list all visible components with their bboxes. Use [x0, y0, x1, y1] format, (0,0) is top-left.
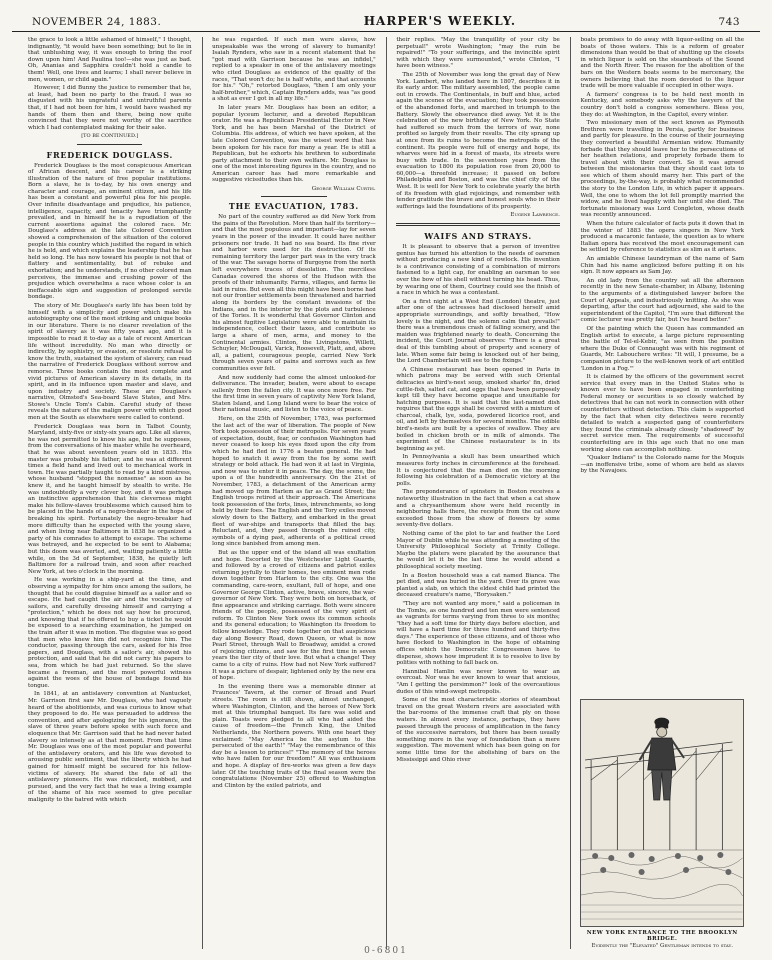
divider — [396, 223, 560, 226]
article-paragraph: In 1841, at an antislavery convention at Nantucket, Mr. Garrison first saw Mr. Douglass, who had vaguely heard of the abolitionists, and was curious to know what they proposed to do. He was persuaded to address the convention, and after apologizing for his ignorance, the slave of three years before spoke with such force and eloquence that Mr. Garrison said that he had never hated slavery so intensely as at that moment. From that time Mr. Douglass was one of the most popular and powerful of the antislavery orators, and his life was devoted to arousing public sentiment, that the liberty which he had gained for himself might be secured for his fellow-victims of slavery. He shared the fate of all the antislavery pioneers. He was ridiculed, mobbed, and pursued, and the very fact that he was a living example of the shame of his race seemed to give peculiar malignity to the hatred with which — [28, 691, 192, 803]
article-paragraph: their replies. "May the tranquillity of your city be perpetual!" wrote Washington; "may the ruin be repaired!" "To your sufferings, and the invincible spirit with which they were surmounted," wrote Clinton, "I have been witness." — [396, 37, 560, 70]
waif-paragraph: Nothing came of the plot to tar and feather the Lord Mayor of Dublin while he was attending a meeting of the University Philosophical Society at Trinity College. Maybe the platers were placated by the assurance that he would let it be the last time he would attend a philosophical society meeting. — [396, 530, 560, 570]
column-4 — [580, 37, 744, 949]
article-paragraph: Here, on the 25th of November, 1783, was performed the last act of the war of liberation. The people of New York took possession of their metropolis. For seven years of expectation, doubt, fear, or confusion Washington had never ceased to keep his eyes fixed upon the city from which he had fled in 1776 a beaten general. He had hoped to snatch it away from the foe by some swift strategy or bold attack. He had won it at last in Virginia, and now was to enter it in peace. The day, the scene, the upon a of the hundredth anniversary. On the 21st of November, 1783, a detachment of the American army had moved up from Harlem as far as Grand Street; the English troops retired at their approach. The Americans took possession of the forts, lines, intrenchments, so long held by their foes. The English and the Tory exiles moved slowly down to the Battery, and embarked in the great fleet of war-ships and transports that filled the bay. Reluctant, and, they passed through the ruined city, symbols of a dying past, adherents of a political creed long since banished from among men. — [212, 416, 376, 548]
article-paragraph: he was regarded. If such men were slaves, how unspeakable was the wrong of slavery to humanity! Isaiah Rynders, who saw in a recent statement that he "got mad with Garrison because he was an infidel," replied to a speaker in one of the antislavery meetings who cited Douglass as evidence of the quality of the races, "That won't do; he is half white, and that accounts for his." "Oh," retorted Douglass, "then I am only your half-brother," which, Captain Rynders adds, was "as good a shot as ever I got in all my life." — [212, 37, 376, 103]
waif-paragraph: A farmers' congress is to be held next month in Kentucky, and somebody asks why the lawyers of the country don't hold a congress somewhere. Bless you, they do: at Washington, in the Capitol, every winter. — [580, 91, 745, 118]
waif-paragraph: The preponderance of spinsters in Boston receives a noteworthy illustration in the fact that when a cat show and a chrysanthemum show were held recently in neighboring halls there, the receipts from the cat show exceeded those from the show of flowers by some seventy-five dollars. — [396, 489, 560, 529]
story-paragraph: the grace to look a little ashamed of himself," I thought, indignantly, "it would have been something; but to lie in that unblushing way, it was enough to bring the roof down upon him! And Paulina too!—she was just as bad. Oh, Ananias and Sapphira couldn't hold a candle to them! Well, one lives and learns; I shall never believe in men, women, or child again." — [28, 37, 192, 83]
waif-paragraph: In a Boston household was a cat named Bianca. The pet died, and was buried in the yard. Over its grave was planted a slab, on which the eldest child had printed the deceased creature's name, "Borysaken." — [396, 572, 560, 599]
article-byline: George William Curtis. — [311, 186, 376, 193]
brooklyn-bridge-illustration — [580, 699, 744, 927]
waif-paragraph: Hannibal Hamlin was never known to wear an overcoat. Nor was he ever known to wear that anxious, "Am I getting the persimmon?" look of the overcautious dudes of this wind-swept metropolis. — [396, 668, 560, 695]
engraving-image — [581, 700, 743, 926]
waif-paragraph: In Pennsylvania a skull has been unearthed which measures forty inches in circumference at the forehead. It is conjectured that the man died on the morning following his celebration of a Democratic victory at the polls. — [396, 454, 560, 487]
waif-paragraph: It is claimed by the officers of the government secret service that every man in the United States who is known ever to have been engaged in counterfeiting Federal money or securities is so closely watched by detectives that he can not work in connection with other counterfeiters without detection. This claim is supported by the fact that when city detectives were recently detailed to watch a suspected gang of counterfeiters they found the criminals already closely "shadowed" by secret service men. The requirements of successful counterfeiting are in this age such that no one man working alone can accomplish nothing. — [580, 374, 745, 453]
caption-subtitle: Evidently the "Elevated" Gentleman intends to stay. — [591, 942, 733, 949]
article-paragraph: He was working in a ship-yard at the time, and observing a sympathy for him once among the sailors, he thought that he could disguise himself as a sailor and so escape. He had caught the air and the vocabulary of sailors, and carefully dressing himself and carrying a "protection," which he does not say how he procured, and knowing that if he offered to buy a ticket he would be exposed to a searching examination, he jumped on the train after it was in motion. The disguise was so good that men who knew him did not recognize him. The conductor, passing through the cars, asked for his free papers, and Douglass, with a sailor's air, showed his protection, and said that he did not carry his papers to sea, from which he had just returned. So the slave became a freeman, and the most powerful witness against the woes of the house of bondage found his tongue. — [28, 577, 192, 689]
article-paragraph: In the evening there was a memorable dinner at Fraunces' Tavern, at the corner of Broad and Pearl streets. The room is still shown, almost unchanged, where Washington, Clinton, and the heroes of New York met at this triumphal banquet. Its fare was solid and plain. Toasts were pledged to all who had aided the cause of freedom—the French King, the United Netherlands, the Northern powers. With one heart they exclaimed: "May America be the asylum to the persecuted of the earth!" "May the remembrance of this day be a lesson to princes!" "The memory of the heroes who have fallen for our freedom!" All was enthusiasm and hope. A display of fire-works was given a few days later. Of the touching traits of the final season were the congratulations (November 25) offered to Washington and Clinton by the exiled patriots, and — [212, 683, 376, 789]
column-3 — [396, 37, 560, 949]
waif-paragraph: "They are not wanted any more," said a policeman in the Tombs, as one hundred and ten men were sentenced as vagrants for terms varying from three to six months; "they had a soft time for thirty days before election, and will have a hard time for three hundred and thirty-five days." The experience of these citizens, and of those who have flocked to Washington in the hope of obtaining offices which the Democratic Congressmen have to dispense, shows how imprudent it is to resolve to live by polities with nothing to fall back on. — [396, 600, 560, 667]
article-heading-douglass: FREDERICK DOUGLASS. — [46, 149, 174, 160]
waif-paragraph: An old lady from the country sat all the afternoon recently in the new Senate-chamber, in Albany, listening to the arguments of a distinguished lawyer before the Court of Appeals, and industriously knitting. As she was departing, after the court had adjourned, she said to the superintendent of the Capitol, "I'm sure that different the comic lecturer was pretty fair, but I've heard better." — [580, 277, 745, 324]
to-be-continued: [TO BE CONTINUED.] — [81, 133, 139, 140]
waif-paragraph: On a first night at a West End (London) theatre, just after one of the actresses had disclosed herself amid appropriate surroundings, and softly breathed, "How lovely is the night, and the solemn calm that prevails!" there was a tremendous crash of falling scenery, and the maiden was frightened nearly to death. Concerning the incident, the Court Journal observes: "There is a great deal of this tumbling about of property and scenery of late. When some fair being is knocked out of her being, the Lord Chamberlain will see to the fixings." — [396, 298, 560, 365]
article-paragraph: The story of Mr. Douglass's early life has been told by himself with a simplicity and power which make his autobiography one of the most striking and unique books in our literature. There is no clearer revelation of the spirit of slavery as it was fifty years ago, and it is impossible to read it to-day as a tale of recent American life without incredulity. No man who directly or indirectly, by sophistry, or evasion, or resolute refusal to know the truth, sustained the system of slavery, can read the narrative of Frederick Douglass without sorrow and remorse. Three books contain the most complete and vivid pictures of American slavery in its details, in its spirit, and in its influence upon master and slave, and upon industry and society. These are Douglass's narrative, Olmsted's Sea-board Slave States, and Mrs. Stowe's Uncle Tom's Cabin. Careful study of these reveals the nature of the malign power with which good men at the South as elsewhere were called to contend. — [28, 302, 192, 422]
page-header — [12, 8, 760, 32]
article-paragraph: In later years Mr. Douglass has been an editor, a popular lyceum lecturer, and a devoted Republican orator. He was a Republican Presidential Elector in New York, and he has been Marshal of the District of Columbia. His address, of which we have spoken, at the late Colored Convention, was the wisest word that has been spoken for his race for many a year. He is still a Republican, but he exhorts his brethren to subordinate party attachment to their own welfare. Mr. Douglass is one of the most interesting figures in the country, and no American career has had more remarkable and suggestive vicissitudes than his. — [212, 104, 376, 184]
column-4-text — [580, 37, 744, 695]
article-paragraph: The 25th of November was long the great day of New York. Lambert, who landed here in 1807, describes it in its early ardor. The military assembled, the people came out in crowds. The Continentals, in buff and blue, acted again the scenes of the evacuation; they took possession of the abandoned forts, and marched in triumph to the Battery. Slowly the observance died away. Yet it is the celebration of the new birthday of New York. No State had suffered so much from the terrors of war, none profited so largely from their results. The city sprang up at once from its ruins to become the metropolis of the continent. Its people were full of energy and hope, its wharves were hid in a forest of masts, its streets were busy with trade. In the seventeen years from the evacuation to 1800 its population rose from 20,000 to 60,000—a threefold increase; it passed on before Philadelphia and Boston, and was the chief city of the West. It is well for New York to celebrate yearly the birth of its freedom with glad rejoicings, and remember with tender gratitude the brave and honest souls who in their sufferings laid the foundations of its prosperity. — [396, 71, 560, 210]
column-rule — [386, 37, 387, 949]
waif-paragraph: When the future calculator of facts puts it down that in the winter of 1883 the opera singers in New York produced a macaronic fantasie, the question as to where Italian opera has received the most encouragement can be settled by reference to statistics as slim as it arises. — [580, 221, 745, 254]
divider — [77, 144, 142, 145]
waif-paragraph: Of the painting which the Queen has commanded an English artist to execute, a large picture representing the battle of Tel-el-Kebir, "as seen from the position where the Duke of Connaught was with his regiment of Guards, Mr. Labouchere writes: "It will, I presume, be a companion picture to the well-known work of art entitled 'London in a Fog.'" — [580, 325, 745, 372]
waif-paragraph: A Chinese restaurant has been opened in Paris in which patrons may be served with such Oriental delicacies as bird's-nest soup, smoked sharks' fin, dried cuttle-fish, salted cat, and eggs that have been purposely kept till they have become opaque and unsuitable for hatching purposes. It is said that the last-named dish requires that the eggs shall be covered with a mixture of charcoal, chalk, lye, soda, powdered licorice root, and oil, and left by themselves for several months. The edible bird's-nests are built by a species of swallow. They are boiled in chicken broth or in milk of almonds. The experiment of the Chinese restaurateur is in its beginning as yet. — [396, 366, 560, 452]
column-1 — [28, 37, 192, 949]
article-paragraph: Frederick Douglass is the most conspicuous American of African descent, and his career is a striking illustration of the nature of free popular institutions. Born a slave, he is to-day, by his own energy and character and courage, an eminent citizen, and his life has been a constant and powerful plea for his people. Over infinite disadvantage and prejudice, his patience, intelligence, capacity, and tenacity have triumphantly prevailed, and in himself he is a repudiation of the current assertions against the colored race. Mr. Douglass's address at the late Colored Convention showed a comprehension of the situation of the colored people in this country which justified the regard in which he is held, and which explains the leadership that he has held so long. He has now toward his people is not that of flattery and sentimentality, but of rebuke and exhortation; and he understands, if no other colored man perceives, the immense and crushing power of the prejudice which overwhelms a race whose color is an ineffaceable sign and suggestion of prolonged servile bondage. — [28, 162, 192, 301]
waif-paragraph: Some of the most characteristic stories of steamboat travel on the great Western rivers are associated with the bar-rooms of the immense craft that ply on those waters. In almost every instance, perhaps, they have passed through the process of amplification in the fancy of the successive narrators, but there has been usually something more in the way of foundation than a mere suggestion. The movement which has been going on for some little time for the abolishing of bars on the Mississippi and Ohio river — [396, 697, 560, 763]
masthead-title: HARPER'S WEEKLY. — [363, 14, 517, 28]
issue-date: NOVEMBER 24, 1883. — [32, 16, 162, 28]
waif-paragraph: boats promises to do away with liquor-selling on all the boats of those waters. This is a reform of greater dimensions than would be that of shutting up the closets in which liquor is sold on the steamboats of the Sound and the North River. The reason for the abolition of the bars on the Western boats seems to be mercenary, the owners believing that the room devoted to the liquor trade will be more valuable if occupied in other ways. — [580, 37, 745, 90]
caption-title: NEW YORK ENTRANCE TO THE BROOKLYN BRIDGE. — [586, 929, 738, 943]
story-paragraph: However, I did Bunny the justice to remember that he, at least, had been no party to the fraud. I was so disgusted with his ungrateful and untruthful parents that, if I had not been for him, I would have washed my hands of them then and there, being now quite convinced that they were not worthy of the sacrifice which I had contemplated making for their sake. — [28, 85, 192, 131]
column-rule — [570, 37, 571, 949]
waif-paragraph: "Quaker Indians" is the Colorado name for the Moquis—an inoffensive tribe, some of whom are held as slaves by the Navajoes. — [580, 455, 745, 475]
waif-paragraph: Two missionary men of the sect known as Plymouth Brethren were travelling in Persia, partly for business and partly for pleasure. In the course of their journeying they converted a beautiful Armenian widow. Humanity forbade that they should leave her to the persecutions of her heathen relations, and propriety forbade them to travel about with their convert. So it was agreed between the missionaries that they should cast lots to see which of them should marry her. This part of the proceedings, by-the-way, is probably what recommended the story to the London Life, in which paper it appears. Well, the one to whom the lot fell promptly married the widow, and he lived happily with her until she died. The fortunate missionary was Lord Congleton, whose death was recently announced. — [580, 120, 745, 219]
article-heading-waifs: WAIFS AND STRAYS. — [424, 231, 532, 242]
article-byline: Eugene Lawrence. — [510, 212, 560, 219]
page-number: 743 — [718, 16, 740, 28]
article-columns — [12, 32, 760, 949]
waif-paragraph: It is pleasant to observe that a person of inventive genius has turned his attention to the needs of oarsmen without producing a new kind of rowlock. His invention is a contrivance consisting of a combination of mirrors fastened to a light cap, for enabling an oarsman to see over the bow of his shell without turning his head. Thus, by wearing one of them, Courtney could see the finish of a race in which he was a contestant. — [396, 244, 560, 297]
article-paragraph: Frederick Douglass was born in Talbot County, Maryland, sixty-five or sixty-six years ago. Like all slaves, he was not permitted to know his age, but he supposes, from the conversations of his master while he overheard, that he was about seventeen years old in 1835. His master was probably his father, and he was at different times a field hand and lived out to mechanical work in town. He was partially taught to read by a kind mistress, whose husband "stopped the nonsense" as soon as he knew it, and he taught himself by stealth to write. He was undoubtedly a very clever boy, and it was perhaps an instinctive apprehension that his cleverness might make his fellow-slaves troublesome which caused him to be placed in the hands of a negro-breaker in the hope of breaking his spirit. Fortunately the negro-breaker had more difficulty than he expected with the young slave, and when living near Baltimore in 1838 he organized a party of his comrades to attempt to escape. The scheme was betrayed, and he expected to be sent to Alabama; but this doom was averted, and, waiting patiently a little while, on the 3d of September, 1838, he quietly left Baltimore for a railroad train, and soon after reached New York, at two o'clock in the morning. — [28, 423, 192, 575]
archive-stamp: 0-6801 — [364, 946, 408, 956]
article-heading-evacuation: THE EVACUATION, 1783. — [228, 201, 359, 212]
article-paragraph: But as the upper end of the island all was exultation and hope. Escorted by the Westchester Light Guards, and followed by a crowd of citizens and patriot exiles returning joyfully to their homes, two eminent men rode down together from Harlem to the city. One was the commanding, care-worn, exultant, full of hope, and one Governor George Clinton, active, brave, sincere, the war-governor of New York. They were both on horseback, of fine appearance and striking carriage. Both were sincere friends of the people, possessed of the very spirit of reform. To Clinton New York owes its common schools and its general education; to Washington its freedom to follow knowledge. They rode together on that auspicious day along Bowery Road, down Queen, or what is now Pearl Street, through Wall to Broadway, amidst a crowd of rejoicing citizens, and saw for the first time in seven years the tier city of their love. But what a change! They came to a city of ruins. How had not New York suffered? It was a picture of despair, lightened only by the new era of hope. — [212, 549, 376, 682]
column-2 — [212, 37, 376, 949]
divider — [261, 196, 326, 197]
article-paragraph: And now suddenly had come the almost unlooked-for deliverance. The invader, beaten, were about to escape sullenly from the fallen city. It was once more free. For the first time in seven years of captivity New York Island, Staten Island, and Long Island were to bear the voice of their national music, and listen to the voice of peace. — [212, 374, 376, 414]
article-paragraph: No part of the country suffered as did New York from the pains of the Revolution. More than half its territory—and that the most populous and important—lay for seven years in the power of the invader. It could have neither prisoners nor trade. It had no sea board. Its fine river and harbor were used for its destruction. Of its remaining territory the larger part was in the very track of the war. The savage horns of Burgoyne from the north left everywhere traces of desolation. The merciless Canadas covered the shores of the Hudson with the proofs of their inhumanity. Farms, villages, and farms lie laid in ruins. But even all this might have been borne had not our frontier settlements been threatened and harried along its borders by the constant invasions of the Indians, and in the interior by the plots and turbulence of the Tories. It is wonderful that Governor Clinton and his almost fugitive Legislature were able to maintain its independence, collect their taxes, and contribute so large a share of men, arms, and money to the Continental armies. Clinton, the Livingstons, Willett, Schuyler, McDougall, Varick, Roosevelt, Platt, and, above all, a patient, courageous people, carried New York through seven years of pains and sorrows such as few communities ever felt. — [212, 214, 376, 372]
column-rule — [202, 37, 203, 949]
waif-paragraph: An amiable Chinese laundryman of the name of Sam Chin had his name anglicized before putting it on his sign. It now appears as Sam Jay. — [580, 256, 745, 276]
